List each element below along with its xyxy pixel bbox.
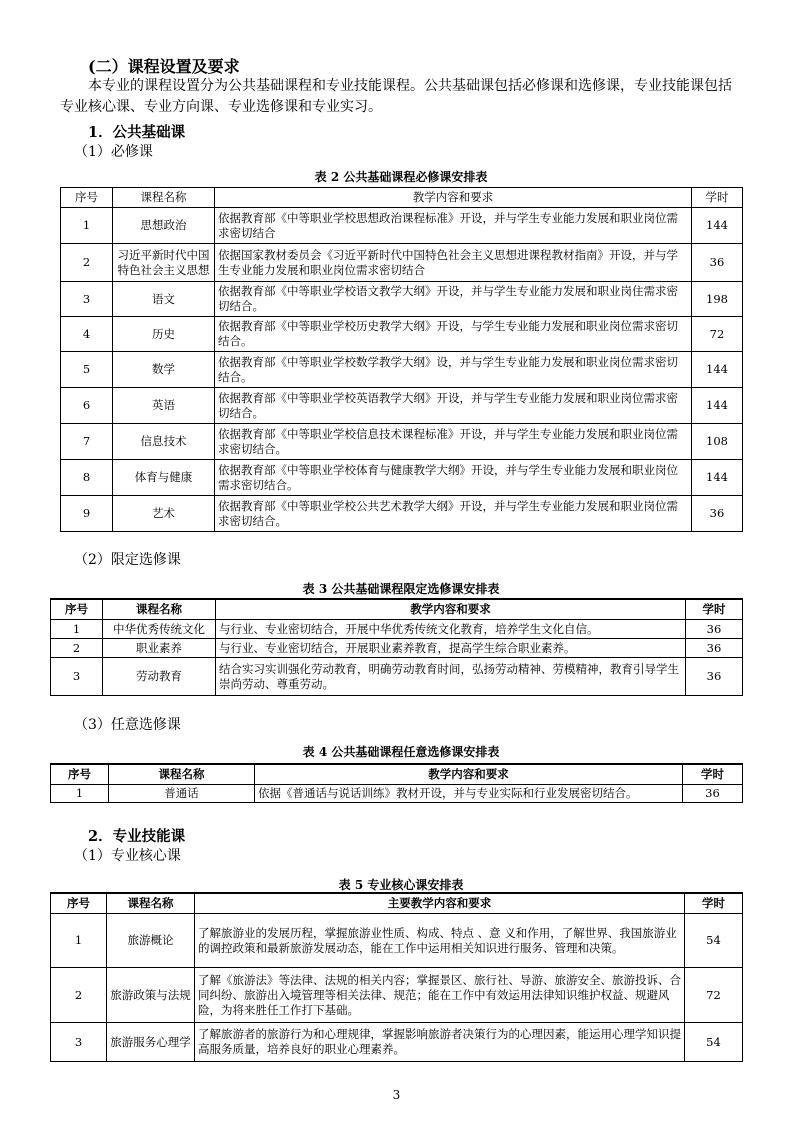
table-row <box>51 914 743 968</box>
course-hours: 36 <box>686 639 743 658</box>
course-name: 语文 <box>113 282 215 317</box>
table5-header-no: 序号 <box>51 893 107 914</box>
table5 <box>50 892 743 1062</box>
row-number: 8 <box>61 460 113 496</box>
row-number: 2 <box>51 639 103 658</box>
table3-header-content: 教学内容和要求 <box>216 599 686 620</box>
row-number: 4 <box>61 317 113 352</box>
course-name: 历史 <box>113 317 215 352</box>
course-hours: 72 <box>692 317 743 352</box>
course-name: 职业素养 <box>103 639 216 658</box>
course-content: 了解《旅游法》等法律、法规的相关内容；掌握景区、旅行社、导游、旅游安全、旅游投诉、合同纠纷、旅游出入境管理等相关法律、规范；能在工作中有效运用法律知识维护权益、规避风险，为将来胜任工作打下基础。 <box>195 968 685 1023</box>
course-hours: 108 <box>692 424 743 460</box>
table4 <box>50 763 743 803</box>
course-name: 数学 <box>113 352 215 388</box>
row-number: 7 <box>61 424 113 460</box>
table3-header-name: 课程名称 <box>103 599 216 620</box>
table-row <box>61 244 743 282</box>
course-name: 普通话 <box>109 785 255 803</box>
row-number: 5 <box>61 352 113 388</box>
course-name: 中华优秀传统文化 <box>103 620 216 639</box>
course-content: 依据教育部《中等职业学校数学教学大纲》设，并与学生专业能力发展和职业岗位需求密切结合。 <box>215 352 692 388</box>
row-number: 2 <box>51 968 107 1023</box>
table-row <box>61 282 743 317</box>
part2-title: 2．专业技能课 <box>88 828 186 845</box>
table4-header-content: 教学内容和要求 <box>255 764 683 785</box>
table-row <box>61 460 743 496</box>
part1-title: 1．公共基础课 <box>88 124 186 141</box>
table2-header-hours: 学时 <box>692 188 743 208</box>
course-hours: 72 <box>685 968 743 1023</box>
course-name: 体育与健康 <box>113 460 215 496</box>
row-number: 3 <box>51 658 103 696</box>
course-hours: 144 <box>692 460 743 496</box>
table5-header-hours: 学时 <box>685 893 743 914</box>
course-name: 英语 <box>113 388 215 424</box>
row-number: 2 <box>61 244 113 282</box>
table-row <box>61 496 743 532</box>
course-content: 依据国家教材委员会《习近平新时代中国特色社会主义思想进课程教材指南》开设，并与学生专业能力发展和职业岗位需求密切结合 <box>215 244 692 282</box>
course-name: 旅游政策与法规 <box>107 968 195 1023</box>
table-row <box>51 785 743 803</box>
table3-header-hours: 学时 <box>686 599 743 620</box>
table-row <box>51 968 743 1023</box>
row-number: 3 <box>51 1023 107 1062</box>
table2-header-content: 教学内容和要求 <box>215 188 692 208</box>
course-content: 依据《普通话与说话训练》教材开设，并与专业实际和行业发展密切结合。 <box>255 785 683 803</box>
course-content: 依据教育部《中等职业学校英语教学大纲》开设，并与学生专业能力发展和职业岗位需求密切结合。 <box>215 388 692 424</box>
course-hours: 36 <box>692 244 743 282</box>
row-number: 3 <box>61 282 113 317</box>
part1-sub1: （1）必修课 <box>74 144 153 160</box>
course-hours: 54 <box>685 914 743 968</box>
table3 <box>50 598 743 696</box>
course-content: 依据教育部《中等职业学校历史教学大纲》开设，与学生专业能力发展和职业岗位需求密切结合。 <box>215 317 692 352</box>
course-name: 信息技术 <box>113 424 215 460</box>
table4-header-hours: 学时 <box>683 764 743 785</box>
table-row <box>51 658 743 696</box>
course-name: 习近平新时代中国特色社会主义思想 <box>113 244 215 282</box>
table3-header-no: 序号 <box>51 599 103 620</box>
course-hours: 198 <box>692 282 743 317</box>
course-hours: 54 <box>685 1023 743 1062</box>
table4-header-name: 课程名称 <box>109 764 255 785</box>
row-number: 1 <box>51 914 107 968</box>
course-name: 旅游概论 <box>107 914 195 968</box>
course-content: 依据教育部《中等职业学校语文教学大纲》开设，并与学生专业能力发展和职业岗住需求密切结合。 <box>215 282 692 317</box>
table4-header-no: 序号 <box>51 764 109 785</box>
part1-sub2: （2）限定选修课 <box>74 552 181 568</box>
table2 <box>60 187 743 532</box>
course-hours: 144 <box>692 352 743 388</box>
course-content: 依据教育部《中等职业学校公共艺术教学大纲》开设，并与学生专业能力发展和职业岗位需求密切结合。 <box>215 496 692 532</box>
course-hours: 36 <box>686 658 743 696</box>
table4-caption: 表 4 公共基础课程任意选修课安排表 <box>302 745 500 759</box>
course-hours: 144 <box>692 388 743 424</box>
table-row <box>51 620 743 639</box>
table-row <box>51 1023 743 1062</box>
table-row <box>51 639 743 658</box>
course-content: 依据教育部《中等职业学校信息技术课程标准》开设，并与学生专业能力发展和职业岗位需求密切结合。 <box>215 424 692 460</box>
row-number: 1 <box>61 208 113 244</box>
course-hours: 36 <box>692 496 743 532</box>
course-content: 依据教育部《中等职业学校体育与健康教学大纲》开设，并与学生专业能力发展和职业岗位需求密切结合。 <box>215 460 692 496</box>
table3-caption: 表 3 公共基础课程限定选修课安排表 <box>302 582 500 596</box>
course-content: 与行业、专业密切结合，开展职业素养教育，提高学生综合职业素养。 <box>216 639 686 658</box>
row-number: 1 <box>51 620 103 639</box>
part2-sub1: （1）专业核心课 <box>74 848 181 864</box>
table5-header-name: 课程名称 <box>107 893 195 914</box>
part1-sub3: （3）任意选修课 <box>74 717 181 733</box>
table-row <box>61 424 743 460</box>
table5-header-content: 主要教学内容和要求 <box>195 893 685 914</box>
course-name: 旅游服务心理学 <box>107 1023 195 1062</box>
course-content: 结合实习实训强化劳动教育，明确劳动教育时间，弘扬劳动精神、劳模精神，教育引导学生崇尚劳动、尊重劳动。 <box>216 658 686 696</box>
table-row <box>61 352 743 388</box>
row-number: 1 <box>51 785 109 803</box>
course-content: 与行业、专业密切结合，开展中华优秀传统文化教育，培养学生文化自信。 <box>216 620 686 639</box>
table5-caption: 表 5 专业核心课安排表 <box>338 878 464 892</box>
course-name: 艺术 <box>113 496 215 532</box>
table2-caption: 表 2 公共基础课程必修课安排表 <box>314 170 488 184</box>
section-title: (二）课程设置及要求 <box>88 57 240 76</box>
row-number: 9 <box>61 496 113 532</box>
intro-paragraph: 本专业的课程设置分为公共基础课程和专业技能课程。公共基础课包括必修课和选修课，专业技能课包括专业核心课、专业方向课、专业选修课和专业实习。 <box>60 78 732 115</box>
table-row <box>61 388 743 424</box>
course-hours: 36 <box>686 620 743 639</box>
course-name: 思想政治 <box>113 208 215 244</box>
page-number: 3 <box>392 1088 401 1102</box>
course-hours: 144 <box>692 208 743 244</box>
table-row <box>61 317 743 352</box>
course-content: 依据教育部《中等职业学校思想政治课程标准》开设，并与学生专业能力发展和职业岗位需求密切结合 <box>215 208 692 244</box>
course-name: 劳动教育 <box>103 658 216 696</box>
course-content: 了解旅游者的旅游行为和心理规律，掌握影响旅游者决策行为的心理因素，能运用心理学知识提高服务质量，培养良好的职业心理素养。 <box>195 1023 685 1062</box>
table-row <box>61 208 743 244</box>
table2-header-no: 序号 <box>61 188 113 208</box>
table2-header-name: 课程名称 <box>113 188 215 208</box>
course-content: 了解旅游业的发展历程，掌握旅游业性质、构成、特点 、意 义和作用，了解世界、我国旅游业的调控政策和最新旅游发展动态，能在工作中运用相关知识进行服务、管理和决策。 <box>195 914 685 968</box>
course-hours: 36 <box>683 785 743 803</box>
row-number: 6 <box>61 388 113 424</box>
